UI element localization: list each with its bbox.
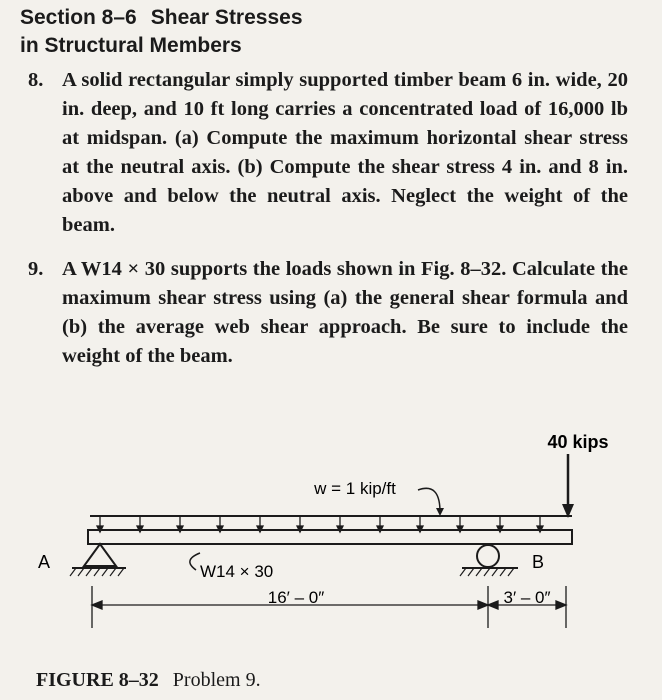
section-heading: [20, 4, 303, 60]
beam-figure: [0, 420, 662, 640]
span-main-dimension: 16′ – 0″: [267, 588, 325, 607]
problem-text: A solid rectangular simply supported timber beam 6 in. wide, 20 in. deep, and 10 ft long carries a concentrated load of 16,000 lb at midspan. (a) Compute the maximum horizontal shear stress at the neutral axis. (b) Compute the shear stress 4 in. and 8 in. above and below the neutral axis. Neglect the weight of the beam.: [62, 69, 628, 236]
problem-9: [28, 255, 628, 371]
dimension-lines: [92, 586, 566, 628]
support-b-label: B: [532, 552, 545, 572]
support-b-roller: [460, 545, 518, 576]
leader-arrowhead: [436, 508, 444, 516]
section-number: Section 8–6: [20, 6, 137, 29]
problem-8: [28, 66, 628, 240]
problem-number: 9.: [28, 258, 44, 280]
distributed-load-label: w = 1 kip/ft: [314, 479, 396, 498]
point-load-label: 40 kips: [547, 432, 609, 452]
problem-number: 8.: [28, 69, 44, 91]
span-overhang-dimension: 3′ – 0″: [503, 588, 551, 607]
section-leader: [190, 553, 200, 570]
figure-label: FIGURE 8–32: [36, 669, 159, 691]
problem-text: A W14 × 30 supports the loads shown in Fig. 8–32. Calculate the maximum shear stress using (a) the general shear formula and (b) the average web shear approach. Be sure to include the weight of the beam.: [62, 258, 628, 367]
section-title-line2: in Structural Members: [20, 34, 242, 57]
section-title-line1: Shear Stresses: [150, 6, 303, 29]
support-a-label: A: [38, 552, 51, 572]
figure-caption: [36, 668, 261, 692]
figure-caption-text: Problem 9.: [172, 669, 261, 691]
support-a-pin: [70, 544, 126, 576]
beam-section-label: W14 × 30: [200, 562, 274, 581]
